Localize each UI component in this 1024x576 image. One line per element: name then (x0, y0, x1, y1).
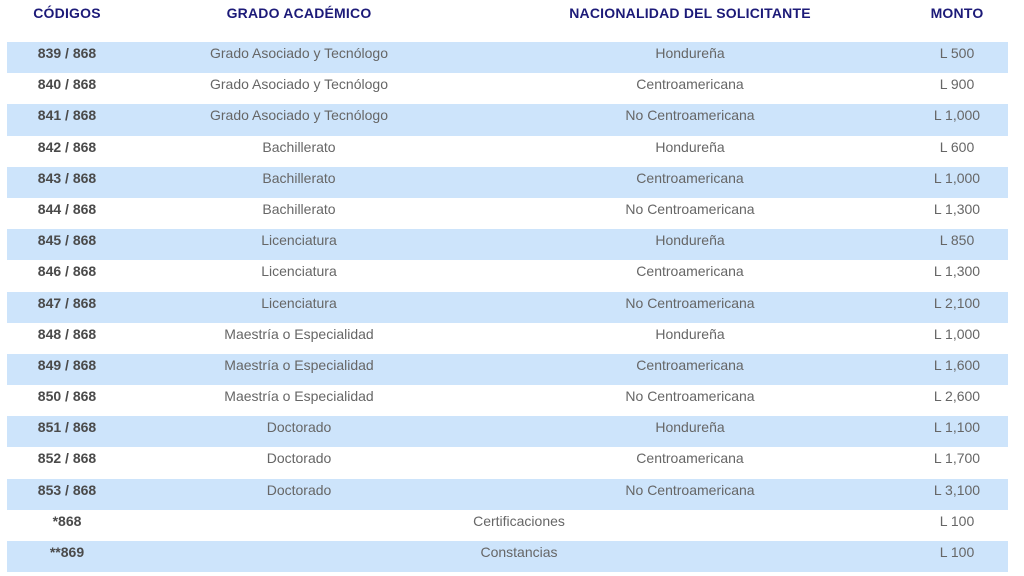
cell-code: 849 / 868 (37, 356, 97, 373)
cell-code: 842 / 868 (37, 138, 97, 155)
table-row (7, 136, 1008, 167)
cell-monto: L 1,000 (933, 107, 981, 124)
header-grado: GRADO ACADÉMICO (226, 5, 372, 21)
cell-grado: Maestría o Especialidad (224, 388, 374, 405)
cell-nacionalidad: Hondureña (655, 419, 725, 436)
cell-nacionalidad: Hondureña (655, 232, 725, 249)
cell-grado: Maestría o Especialidad (224, 356, 374, 373)
cell-nacionalidad: Centroamericana (636, 76, 744, 93)
cell-grado: Doctorado (266, 450, 332, 467)
cell-monto: L 100 (939, 512, 975, 529)
cell-monto: L 2,100 (933, 294, 981, 311)
cell-code: 843 / 868 (37, 169, 97, 186)
table-row (7, 198, 1008, 229)
cell-monto: L 1,000 (933, 325, 981, 342)
table-row (7, 73, 1008, 104)
cell-code: 840 / 868 (37, 76, 97, 93)
cell-grado: Maestría o Especialidad (224, 325, 374, 342)
cell-grado: Grado Asociado y Tecnólogo (210, 76, 388, 93)
table-row (7, 479, 1008, 510)
cell-monto: L 100 (939, 544, 975, 560)
cell-monto: L 500 (939, 45, 975, 61)
cell-monto: L 1,600 (933, 356, 981, 373)
table-row (7, 447, 1008, 478)
table-row (7, 354, 1008, 385)
cell-monto: L 900 (939, 76, 975, 93)
table-row (7, 229, 1008, 260)
cell-monto: L 1,700 (933, 450, 981, 467)
cell-nacionalidad: Centroamericana (636, 263, 744, 280)
cell-code: **869 (49, 544, 85, 560)
table-row (7, 104, 1008, 135)
table-row (7, 416, 1008, 447)
cell-code: 850 / 868 (37, 388, 97, 405)
cell-code: 844 / 868 (37, 200, 97, 217)
table-row (7, 42, 1008, 73)
cell-nacionalidad: No Centroamericana (625, 388, 755, 405)
header-codigos: CÓDIGOS (33, 5, 101, 21)
cell-nacionalidad: Hondureña (655, 45, 725, 61)
table-row (7, 510, 1008, 541)
cell-nacionalidad: No Centroamericana (625, 200, 755, 217)
cell-grado: Doctorado (266, 419, 332, 436)
cell-nacionalidad: Centroamericana (636, 169, 744, 186)
table-row (7, 541, 1008, 572)
table-row (7, 323, 1008, 354)
cell-monto: L 2,600 (933, 388, 981, 405)
cell-grado: Bachillerato (262, 169, 336, 186)
cell-grado: Bachillerato (262, 200, 336, 217)
cell-grado: Grado Asociado y Tecnólogo (210, 107, 388, 124)
cell-grado: Licenciatura (261, 294, 337, 311)
cell-code: 845 / 868 (37, 232, 97, 249)
cell-code: 851 / 868 (37, 419, 97, 436)
cell-nacionalidad: Centroamericana (636, 450, 744, 467)
cell-nacionalidad: No Centroamericana (625, 294, 755, 311)
cell-code: 841 / 868 (37, 107, 97, 124)
cell-grado: Doctorado (266, 481, 332, 498)
table-row (7, 167, 1008, 198)
cell-monto: L 600 (939, 138, 975, 155)
cell-monto: L 1,100 (933, 419, 981, 436)
cell-nacionalidad: No Centroamericana (625, 107, 755, 124)
table-row (7, 260, 1008, 291)
table-row (7, 292, 1008, 323)
cell-grado: Grado Asociado y Tecnólogo (210, 45, 388, 61)
cell-code: 847 / 868 (37, 294, 97, 311)
cell-grado: Bachillerato (262, 138, 336, 155)
table-row (7, 385, 1008, 416)
cell-monto: L 1,000 (933, 169, 981, 186)
cell-code: 846 / 868 (37, 263, 97, 280)
header-monto: MONTO (930, 5, 984, 21)
cell-grado: Licenciatura (261, 232, 337, 249)
cell-monto: L 850 (939, 232, 975, 249)
header-nacionalidad: NACIONALIDAD DEL SOLICITANTE (569, 5, 811, 21)
fees-table (7, 42, 1008, 572)
cell-code: 848 / 868 (37, 325, 97, 342)
cell-monto: L 3,100 (933, 481, 981, 498)
cell-code: *868 (52, 512, 82, 529)
cell-code: 852 / 868 (37, 450, 97, 467)
cell-nacionalidad: Hondureña (655, 325, 725, 342)
cell-nacionalidad: No Centroamericana (625, 481, 755, 498)
cell-nacionalidad: Centroamericana (636, 356, 744, 373)
cell-code: 839 / 868 (37, 45, 97, 61)
cell-monto: L 1,300 (933, 263, 981, 280)
cell-grado: Licenciatura (261, 263, 337, 280)
cell-monto: L 1,300 (933, 200, 981, 217)
cell-nacionalidad: Hondureña (655, 138, 725, 155)
cell-code: 853 / 868 (37, 481, 97, 498)
cell-descripcion: Constancias (480, 544, 558, 560)
cell-descripcion: Certificaciones (473, 512, 565, 529)
